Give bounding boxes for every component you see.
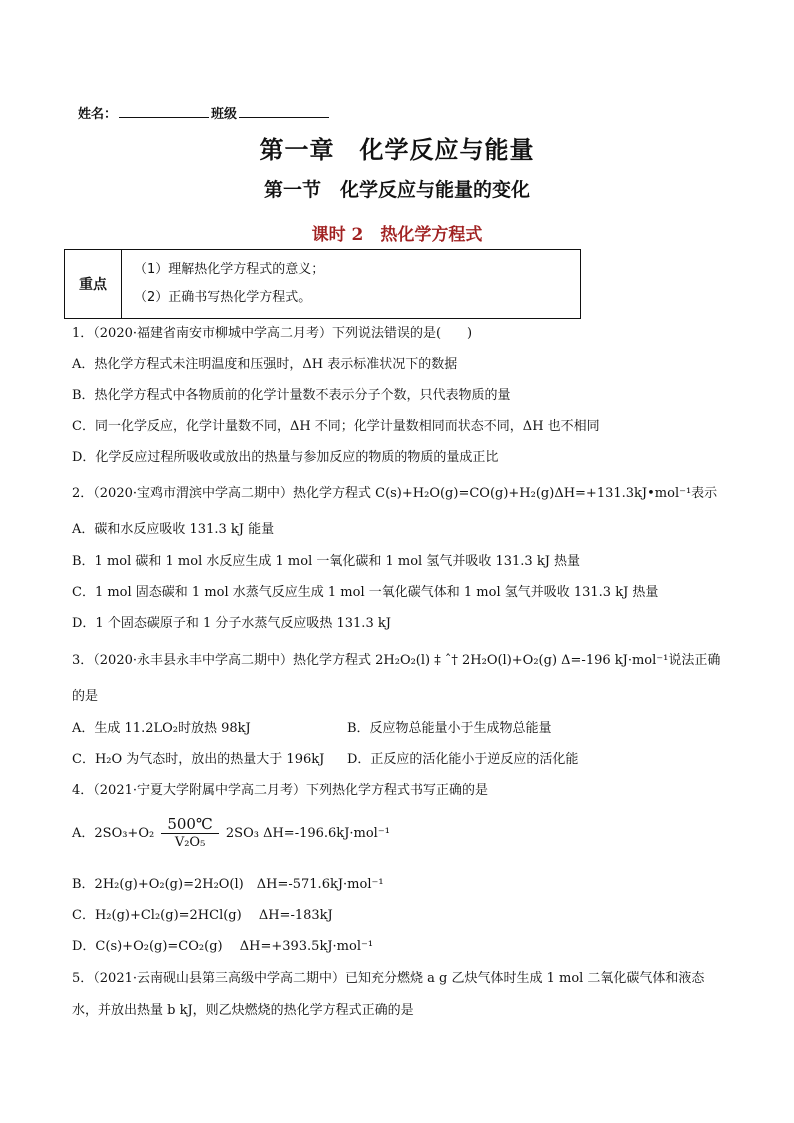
key-points-label: 重点 <box>65 250 122 319</box>
q5-stem-line2: 水，并放出热量 b kJ，则乙炔燃烧的热化学方程式正确的是 <box>72 1003 414 1018</box>
chapter-title: 第一章 化学反应与能量 <box>259 136 535 164</box>
reaction-condition <box>161 815 218 852</box>
q3-option-b: B．反应物总能量小于生成物总能量 <box>347 721 552 736</box>
q2-option-d: D．1 个固态碳原子和 1 分子水蒸气反应吸热 131.3 kJ <box>72 616 391 631</box>
q4-a-reactants: A．2SO₃+O₂ <box>72 826 155 841</box>
q4-stem: 4．（2021·宁夏大学附属中学高二月考）下列热化学方程式书写正确的是 <box>72 783 488 798</box>
q3-option-a: A．生成 11.2LO₂时放热 98kJ <box>72 721 251 736</box>
key-point-item: （1）理解热化学方程式的意义； <box>134 262 325 277</box>
q1-option-d: D．化学反应过程所吸收或放出的热量与参加反应的物质的物质的量成正比 <box>72 450 499 465</box>
condition-temperature: 500℃ <box>161 815 218 834</box>
q5-stem-line1: 5．（2021·云南砚山县第三高级中学高二期中）已知充分燃烧 a g 乙炔气体时生成 1 mol 二氧化碳气体和液态 <box>72 971 705 986</box>
name-label: 姓名： <box>78 107 118 122</box>
key-points-table <box>64 249 581 319</box>
name-blank[interactable] <box>119 105 209 118</box>
q3-option-c: C．H₂O 为气态时，放出的热量大于 196kJ <box>72 752 325 767</box>
q2-option-b: B．1 mol 碳和 1 mol 水反应生成 1 mol 一氧化碳和 1 mol 氢气并吸收 131.3 kJ 热量 <box>72 554 581 569</box>
class-label: 班级 <box>211 107 238 122</box>
q2-stem: 2．（2020·宝鸡市渭滨中学高二期中）热化学方程式 C(s)+H₂O(g)=CO(g)+H₂(g)ΔH=+131.3kJ•mol⁻¹表示 <box>72 486 718 501</box>
q1-option-c: C．同一化学反应，化学计量数不同，ΔH 不同；化学计量数相同而状态不同，ΔH 也不相同 <box>72 419 600 434</box>
section-title: 第一节 化学反应与能量的变化 <box>263 179 530 201</box>
key-points-content <box>122 250 581 319</box>
q4-a-products: 2SO₃ ΔH=-196.6kJ·mol⁻¹ <box>225 826 390 841</box>
q2-option-c: C．1 mol 固态碳和 1 mol 水蒸气反应生成 1 mol 一氧化碳气体和 1 mol 氢气并吸收 131.3 kJ 热量 <box>72 585 659 600</box>
q1-option-a: A．热化学方程式未注明温度和压强时，ΔH 表示标准状况下的数据 <box>72 357 458 372</box>
q1-stem: 1．（2020·福建省南安市柳城中学高二月考）下列说法错误的是( ) <box>72 326 473 341</box>
key-point-item: （2）正确书写热化学方程式。 <box>134 290 312 305</box>
class-blank[interactable] <box>239 105 329 118</box>
condition-catalyst: V₂O₅ <box>174 835 206 850</box>
q4-option-b: B．2H₂(g)+O₂(g)=2H₂O(l) ΔH=-571.6kJ·mol⁻¹ <box>72 877 384 892</box>
q1-option-b: B．热化学方程式中各物质前的化学计量数不表示分子个数，只代表物质的量 <box>72 388 511 403</box>
q4-option-d: D．C(s)+O₂(g)=CO₂(g) ΔH=+393.5kJ·mol⁻¹ <box>72 939 374 954</box>
q4-option-c: C．H₂(g)+Cl₂(g)=2HCl(g) ΔH=-183kJ <box>72 908 333 923</box>
name-class-row <box>78 103 331 122</box>
q3-stem-line2: 的是 <box>72 689 99 704</box>
q4-option-a <box>72 815 390 852</box>
q2-option-a: A．碳和水反应吸收 131.3 kJ 能量 <box>72 522 275 537</box>
q3-option-d: D．正反应的活化能小于逆反应的活化能 <box>347 752 579 767</box>
q3-stem-line1: 3．（2020·永丰县永丰中学高二期中）热化学方程式 2H₂O₂(l) ‡ ˆ† 2H₂O(l)+O₂(g) Δ=-196 kJ·mol⁻¹说法正确 <box>72 653 721 668</box>
lesson-title: 课时 2 热化学方程式 <box>311 225 483 245</box>
